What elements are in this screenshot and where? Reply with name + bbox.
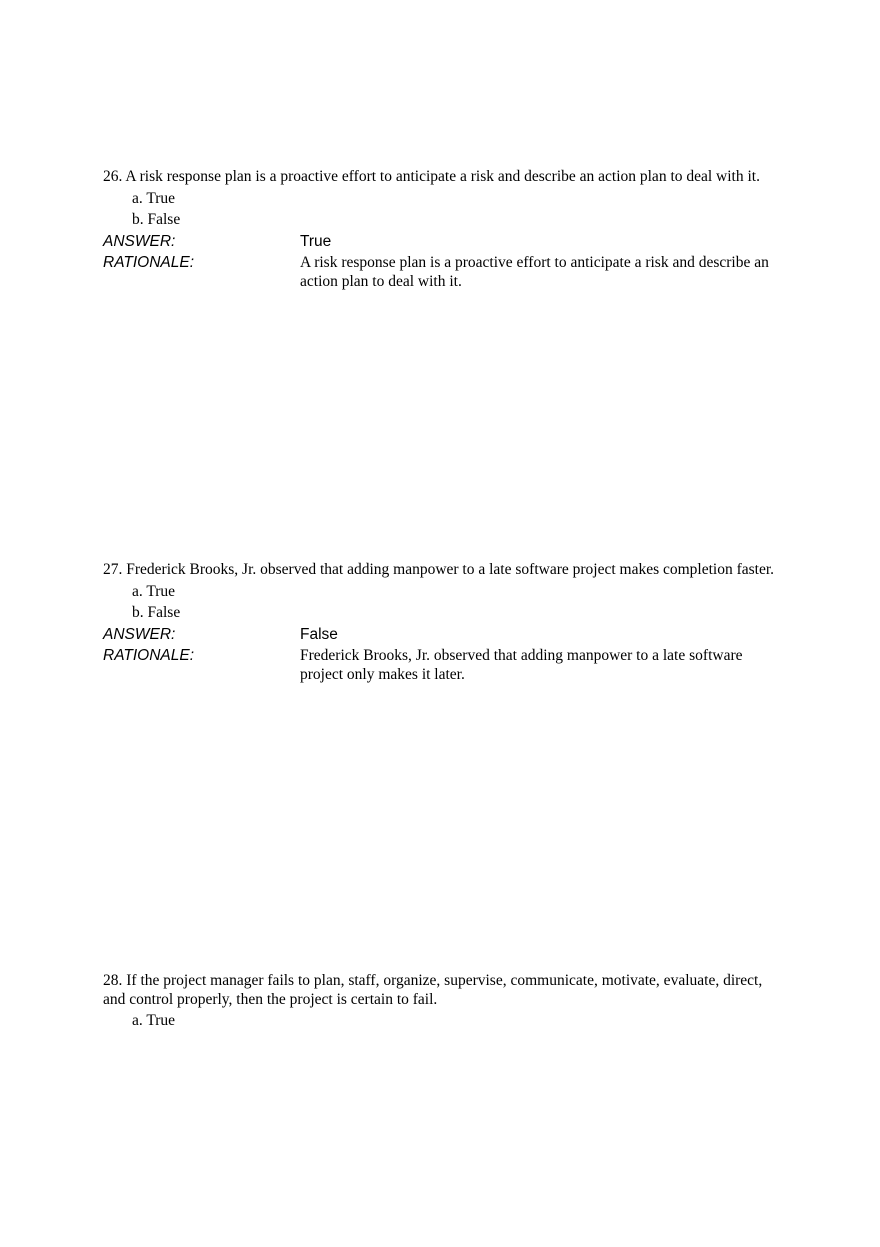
- options-list: [132, 581, 783, 624]
- answer-label: ANSWER:: [103, 625, 176, 643]
- question-stem: 28. If the project manager fails to plan, staff, organize, supervise, communicate, motivate, evaluate, direct, and control properly, then the project is certain to fail.: [103, 972, 763, 1008]
- answer-row: [103, 624, 783, 645]
- options-list: [132, 188, 783, 231]
- option-a: a. True: [132, 582, 176, 600]
- question-27: [103, 561, 783, 685]
- answer-value: True: [300, 232, 332, 250]
- question-26: [103, 168, 783, 292]
- option-a: a. True: [132, 189, 176, 207]
- question-28: [103, 972, 783, 1032]
- answer-value: False: [300, 625, 338, 643]
- rationale-text: Frederick Brooks, Jr. observed that adding manpower to a late software project only makes it later.: [300, 646, 743, 683]
- answer-row: [103, 231, 783, 252]
- rationale-label: RATIONALE:: [103, 646, 195, 664]
- rationale-text: A risk response plan is a proactive effort to anticipate a risk and describe an action plan to deal with it.: [300, 253, 769, 290]
- option-a: a. True: [132, 1012, 176, 1029]
- rationale-row: [103, 252, 783, 292]
- answer-label: ANSWER:: [103, 232, 176, 250]
- question-stem: 26. A risk response plan is a proactive effort to anticipate a risk and describe an action plan to deal with it.: [103, 168, 760, 185]
- option-b: b. False: [132, 604, 181, 621]
- options-list: [132, 1010, 783, 1032]
- rationale-label: RATIONALE:: [103, 253, 195, 271]
- question-stem: 27. Frederick Brooks, Jr. observed that adding manpower to a late software project makes completion faster.: [103, 561, 775, 578]
- rationale-row: [103, 645, 783, 685]
- option-b: b. False: [132, 211, 181, 228]
